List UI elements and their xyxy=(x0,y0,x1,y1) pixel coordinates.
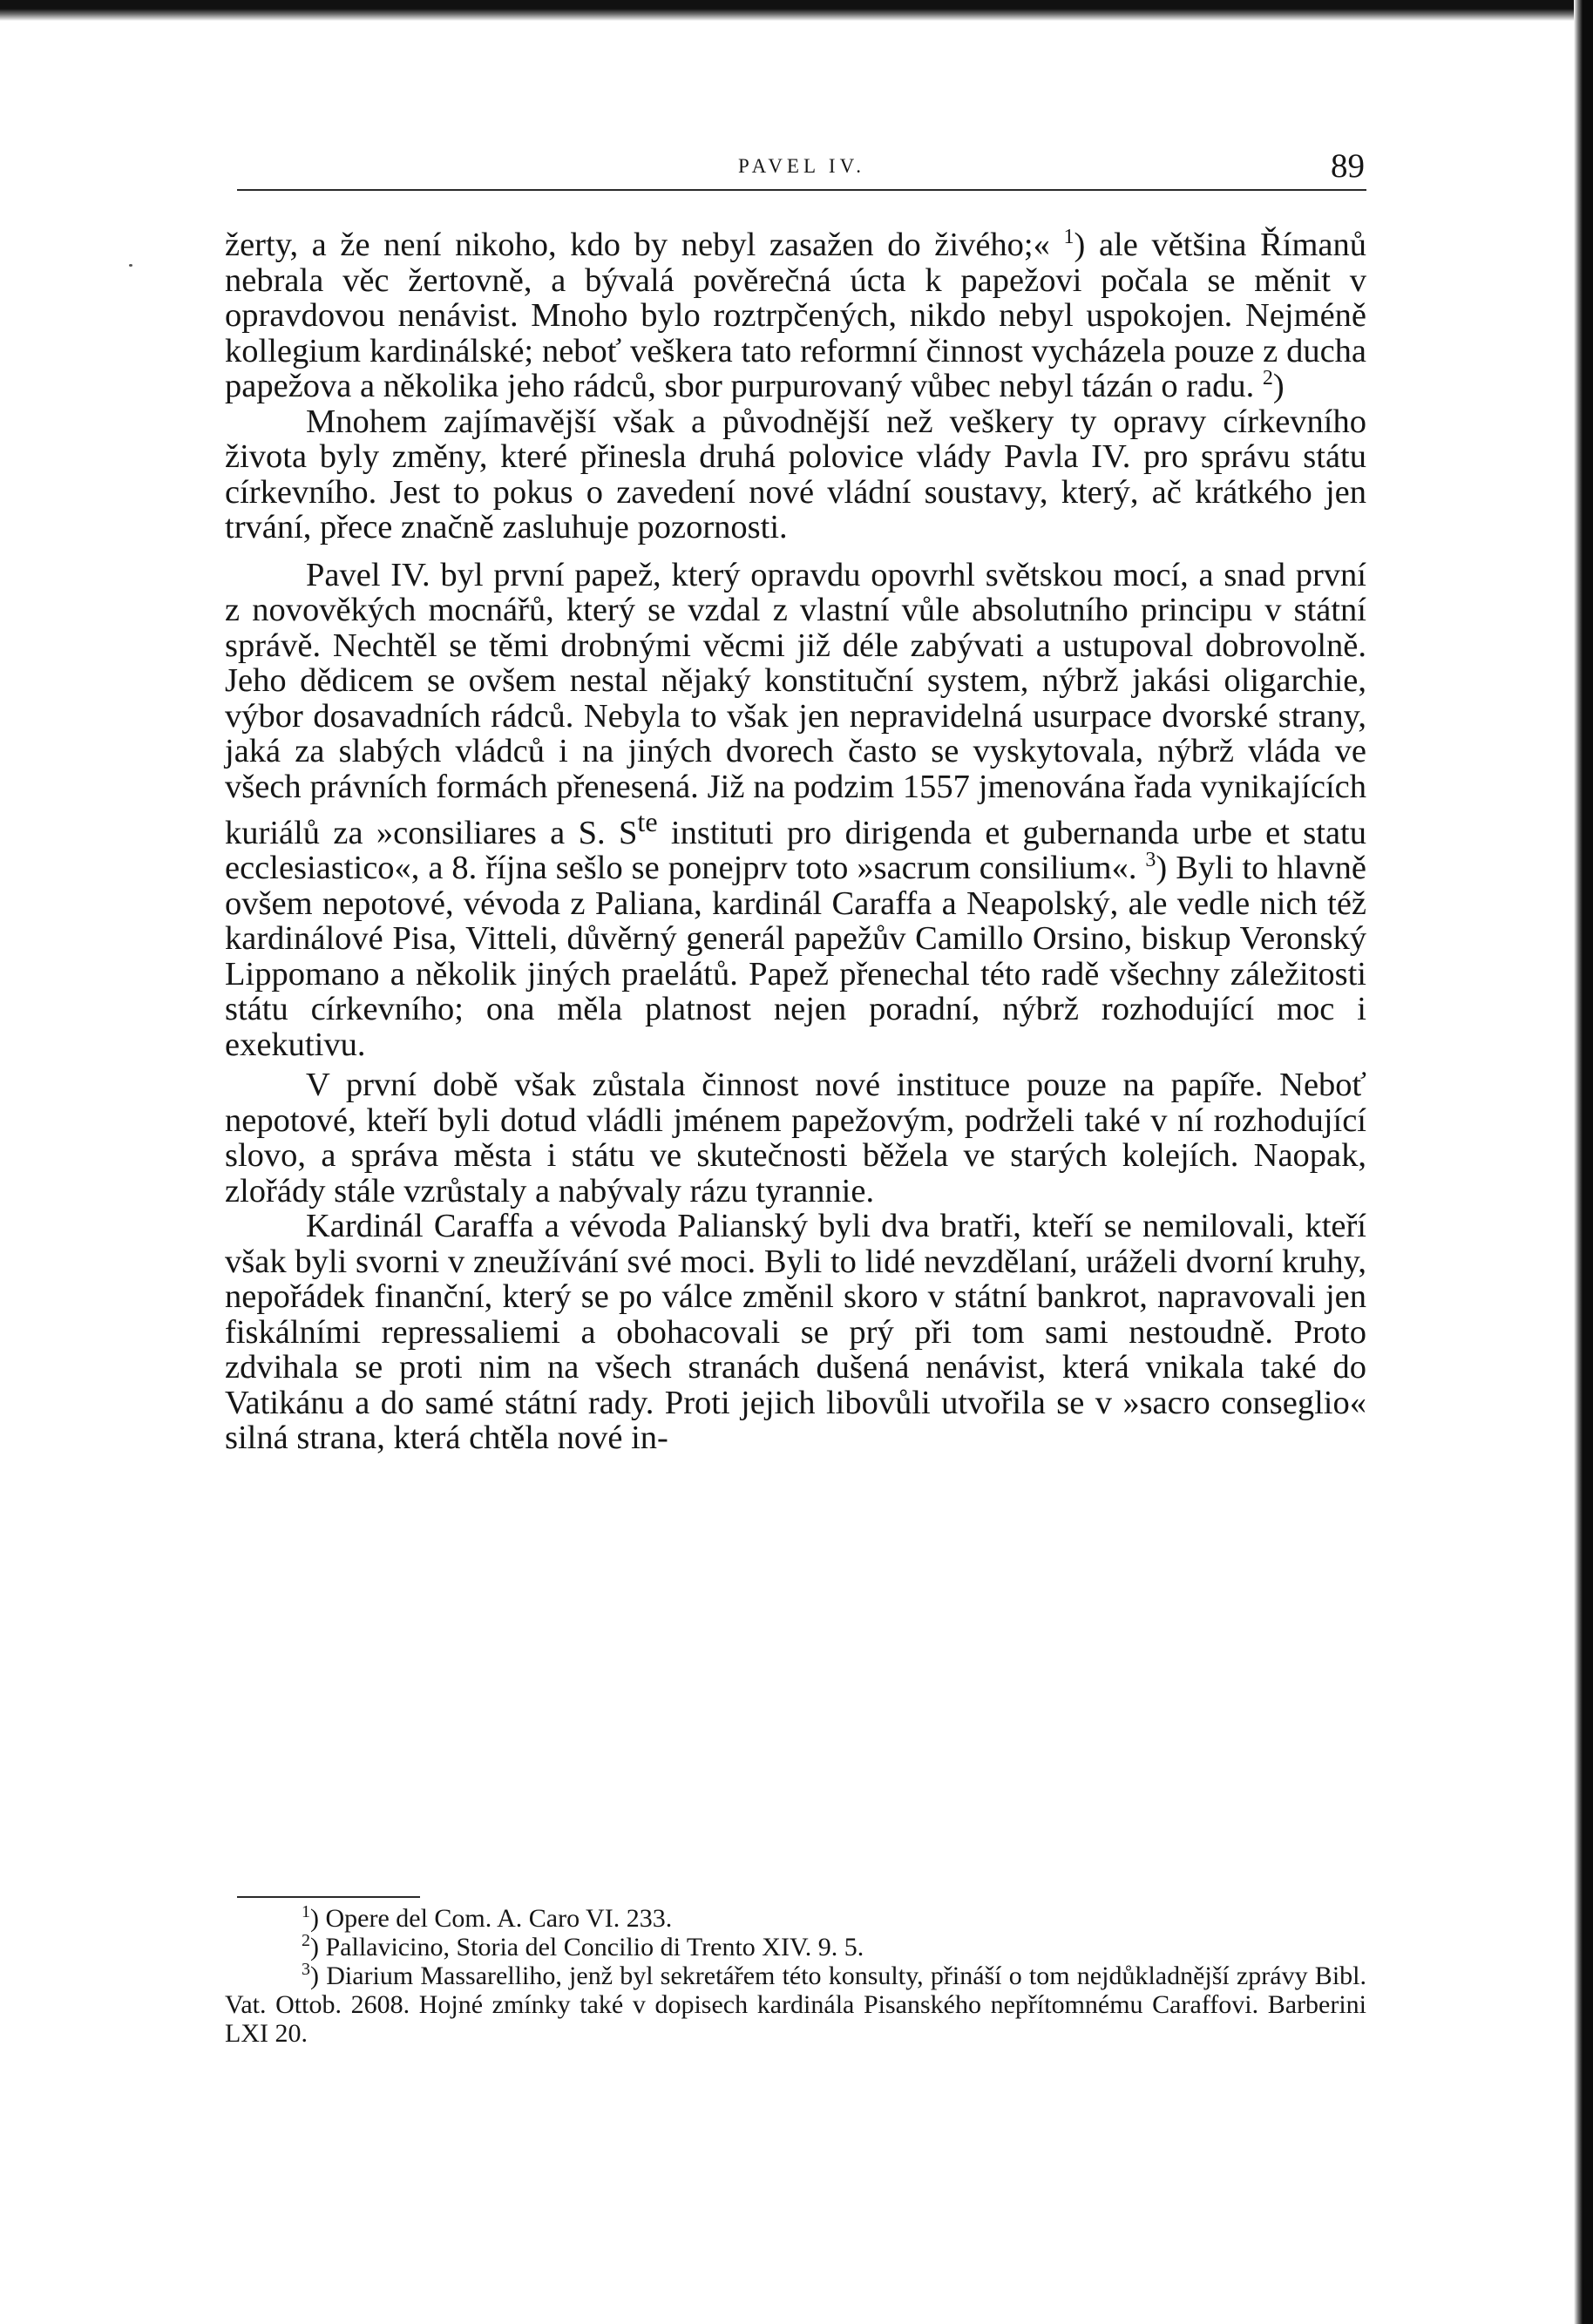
scan-speck xyxy=(129,264,132,267)
footnote-ref-2: 2 xyxy=(1262,367,1273,390)
footnote-text: ) Pallavicino, Storia del Concilio di Trento XIV. 9. 5. xyxy=(310,1933,864,1962)
paragraph-1-text-a: žerty, a že není nikoho, kdo by nebyl zasažen do živého;« xyxy=(225,227,1050,263)
footnote-ref-1: 1 xyxy=(1063,226,1074,249)
paragraph-3-text-a: Pavel IV. byl první papež, který opravdu opovrhl světskou mocí, a snad první z novověkých mocnářů, který se vzdal z vlastní vůle absolutního principu v státní správě. Nechtěl se těmi drobnými věcmi již déle zabývati a ustupoval dobrovolně. Jeho dědicem se ovšem nestal nějaký konstituční system, nýbrž jakási oligarchie, výbor dosavadních rádců. Nebyla to však jen nepravidelná usurpace dvorské strany, jaká za slabých vládců i na jiných dvorech často se vyskytovala, nýbrž vláda ve všech právních formách přenesená. Již na podzim 1557 jmenována řada vynikajících kuriálů za »consiliares a S. S xyxy=(225,556,1366,851)
body-text xyxy=(225,227,1366,1456)
page-number: 89 xyxy=(1331,147,1365,185)
paragraph-3-text-c: ) Byli to hlavně ovšem nepotové, vévoda z Paliana, kardinál Caraffa a Neapolský, ale vedle nich též kardinálové Pisa, Vitteli, důvěrný generál papežův Camillo Orsino, biskup Veronský Lippomano a několik jiných praelátů. Papež přenechal této radě všechny záležitosti státu církevního; ona měla platnost nejen poradní, nýbrž rozhodující moc i exekutivu. xyxy=(225,850,1366,1063)
footnote-mark: 2 xyxy=(302,1931,310,1950)
paragraph-3-text-b: instituti pro dirigenda et gubernanda urbe et statu ecclesiastico«, a 8. října sešlo se ponejprv toto »sacrum consilium«. xyxy=(225,814,1367,887)
header-rule xyxy=(237,189,1366,191)
paragraph-1 xyxy=(225,227,1366,404)
paragraph-5: Kardinál Caraffa a vévoda Palianský byli dva bratři, kteří se nemilovali, kteří však byli svorni v zneužívání své moci. Byli to lidé nevzdělaní, uráželi dvorní kruhy, nepořádek finanční, který se po válce změnil skoro v státní bankrot, napravovali jen fiskálními repressaliemi a obohacovali se prý při tom sami nestoudně. Proto zdvihala se proti nim na všech stranách dušená nenávist, která vnikala také do Vatikánu a do samé státní rady. Proti jejich libovůli utvořila se v »sacro conseglio« silná strana, která chtěla nové in- xyxy=(225,1208,1366,1457)
paragraph-3 xyxy=(225,558,1366,1063)
page-header xyxy=(237,146,1366,190)
paragraph-1-text-b: ) ale většina Římanů nebrala věc žertovně, a bývalá pověrečná úcta k papežovi počala se měnit v opravdovou nenávist. Mnoho bylo roztrpčených, nikdo nebyl uspokojen. Nejméně kollegium kardinálské; neboť veškera tato reformní činnost vycházela pouze z ducha papežova a několika jeho rádců, sbor purpurovaný vůbec nebyl tázán o radu. xyxy=(225,227,1367,404)
footnote-rule xyxy=(237,1896,420,1898)
footnotes xyxy=(225,1904,1366,2048)
footnote-1 xyxy=(225,1904,1366,1933)
footnote-mark: 3 xyxy=(302,1960,310,1979)
paragraph-4: V první době však zůstala činnost nové instituce pouze na papíře. Neboť nepotové, kteří byli dotud vládli jménem papežovým, podrželi také v ní rozhodující slovo, a správa města i státu ve skutečnosti běžela ve starých kolejích. Naopak, zlořády stále vzrůstaly a nabývaly rázu tyrannie. xyxy=(225,1067,1366,1209)
running-head: PAVEL IV. xyxy=(738,155,865,177)
scan-top-border xyxy=(0,0,1593,21)
superscript-te: te xyxy=(637,806,658,837)
footnote-2 xyxy=(225,1933,1366,1962)
paragraph-2: Mnohem zajímavější však a původnější než veškery ty opravy církevního života byly změny, které přinesla druhá polovice vlády Pavla IV. pro správu státu církevního. Jest to pokus o zavedení nové vládní soustavy, který, ač krátkého jen trvání, přece značně zasluhuje pozornosti. xyxy=(225,403,1366,545)
scan-right-border xyxy=(1574,0,1593,2324)
footnote-text: ) Opere del Com. A. Caro VI. 233. xyxy=(310,1904,673,1933)
footnote-3 xyxy=(225,1962,1366,2048)
footnote-text: ) Diarium Massarelliho, jenž byl sekretářem této konsulty, přináší o tom nejdůkladnější zprávy Bibl. Vat. Ottob. 2608. Hojné zmínky také v dopisech kardinála Pisanského nepřítomnému Caraffovi. Barberini LXI 20. xyxy=(225,1962,1366,2048)
paragraph-1-text-c: ) xyxy=(1272,368,1285,404)
footnote-ref-3: 3 xyxy=(1145,849,1156,872)
footnote-mark: 1 xyxy=(302,1902,310,1921)
